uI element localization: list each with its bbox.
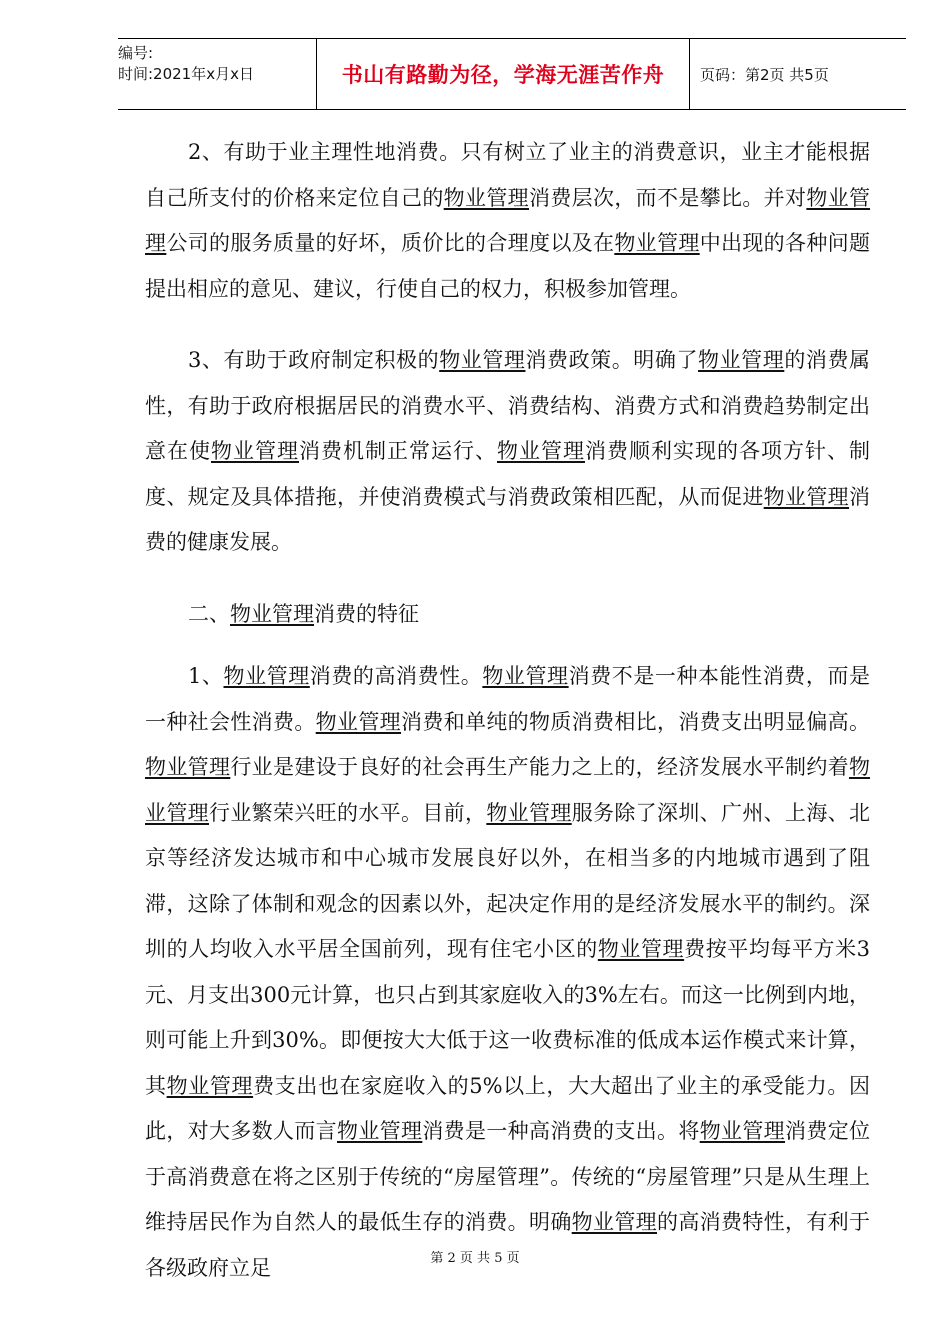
paragraph-2	[145, 338, 870, 566]
text-run: 消费机制正常运行、	[299, 439, 497, 463]
time-label: 时间:2021年x月x日	[118, 65, 254, 83]
text-run: 行业是建设于良好的社会再生产能力之上的，经济发展水平制约着	[230, 755, 850, 779]
text-run: 消费政策。明确了	[525, 348, 699, 372]
document-header	[118, 38, 906, 110]
underlined-term[interactable]: 物业管理	[439, 348, 526, 372]
text-run: 费按平均每平方米3元、月支出300元计算，也只占到其家庭收入的3%左右。而这一比例到内地，则可能上升到30%。即便按大大低于这一收费标准的低成本运作模式来计算，其	[145, 937, 871, 1098]
document-body	[145, 130, 870, 1317]
underlined-term[interactable]: 物业管理	[443, 185, 530, 210]
text-run: 中出现的各种问题提出相应的意见、建议，行使自己的权力，积极参加管理。	[145, 231, 871, 301]
underlined-term[interactable]: 物业管理	[145, 185, 871, 255]
underlined-term[interactable]: 物业管理	[486, 800, 572, 825]
text-run: 3、有助于政府制定积极的	[188, 348, 440, 372]
header-page-cell	[690, 39, 906, 109]
text-run: 消费的健康发展。	[145, 484, 871, 554]
text-run: 消费是一种高消费的支出。将	[422, 1119, 700, 1143]
underlined-term[interactable]: 物业管理	[223, 664, 310, 688]
text-run: 消费的特征	[314, 601, 419, 626]
text-run: 消费不是一种本能性消费，而是一种社会性消费。	[145, 664, 871, 734]
section-heading	[145, 592, 870, 638]
text-run: 的消费属性，有助于政府根据居民的消费水平、消费结构、消费方式和消费趋势制定出意在使	[145, 348, 871, 463]
paragraph-3	[145, 654, 870, 1291]
number-label: 编号:	[118, 44, 154, 62]
text-run: 2、有助于业主理性地消费。只有树立了业主的消费意识，业主才能根据自己所支付的价格来定位自己的	[145, 140, 870, 210]
text-run: 消费定位于高消费意在将之区别于传统的“房屋管理”。传统的“房屋管理”只是从生理上维持居民作为自然人的最低生存的消费。明确	[145, 1119, 871, 1234]
underlined-term[interactable]: 物业管理	[497, 439, 585, 463]
page-footer: 第 2 页 共 5 页	[430, 1251, 520, 1266]
text-run: 行业繁荣兴旺的水平。目前，	[209, 800, 487, 825]
underlined-term[interactable]: 物业管理	[166, 1073, 254, 1098]
underlined-term[interactable]: 物业管理	[614, 231, 700, 255]
text-run: 消费和单纯的物质消费相比，消费支出明显偏高。	[401, 709, 871, 734]
header-page-label: 页码：第2页 共5页	[700, 65, 829, 84]
underlined-term[interactable]: 物业管理	[763, 484, 850, 509]
text-run: 消费层次，而不是攀比。并对	[529, 185, 807, 210]
underlined-term[interactable]: 物业管理	[699, 1119, 786, 1143]
header-meta	[118, 39, 316, 109]
text-run: 二、	[188, 601, 230, 626]
paragraph-1	[145, 130, 870, 312]
underlined-term[interactable]: 物业管理	[482, 664, 569, 688]
header-motto-cell	[316, 39, 690, 109]
text-run: 公司的服务质量的好坏，质价比的合理度以及在	[166, 231, 615, 255]
underlined-term[interactable]: 物业管理	[145, 755, 231, 779]
header-motto: 书山有路勤为径，学海无涯苦作舟	[341, 63, 665, 87]
text-run: 服务除了深圳、广州、上海、北京等经济发达城市和中心城市发展良好以外，在相当多的内地城市遇到了阻滞，这除了体制和观念的因素以外，起决定作用的是经济发展水平的制约。深圳的人均收入水平居全国前列，现有住宅小区的	[145, 800, 871, 961]
underlined-term[interactable]: 物业管理	[211, 439, 299, 463]
text-run: 的高消费特性，有利于各级政府立足	[145, 1210, 871, 1280]
underlined-term[interactable]: 物业管理	[571, 1210, 658, 1234]
underlined-term[interactable]: 物业管理	[698, 348, 785, 372]
underlined-term[interactable]: 物业管理	[597, 937, 685, 961]
text-run: 消费的高消费性。	[309, 664, 483, 688]
text-run: 费支出也在家庭收入的5%以上，大大超出了业主的承受能力。因此，对大多数人而言	[145, 1073, 871, 1143]
underlined-term[interactable]: 物业管理	[315, 709, 402, 734]
underlined-term[interactable]: 物业管理	[337, 1119, 423, 1143]
text-run: 1、	[188, 664, 224, 688]
underlined-term[interactable]: 物业管理	[145, 755, 871, 825]
text-run: 消费顺利实现的各项方针、制度、规定及具体措拖，并使消费模式与消费政策相匹配，从而促进	[145, 439, 870, 509]
underlined-term[interactable]: 物业管理	[230, 601, 314, 626]
